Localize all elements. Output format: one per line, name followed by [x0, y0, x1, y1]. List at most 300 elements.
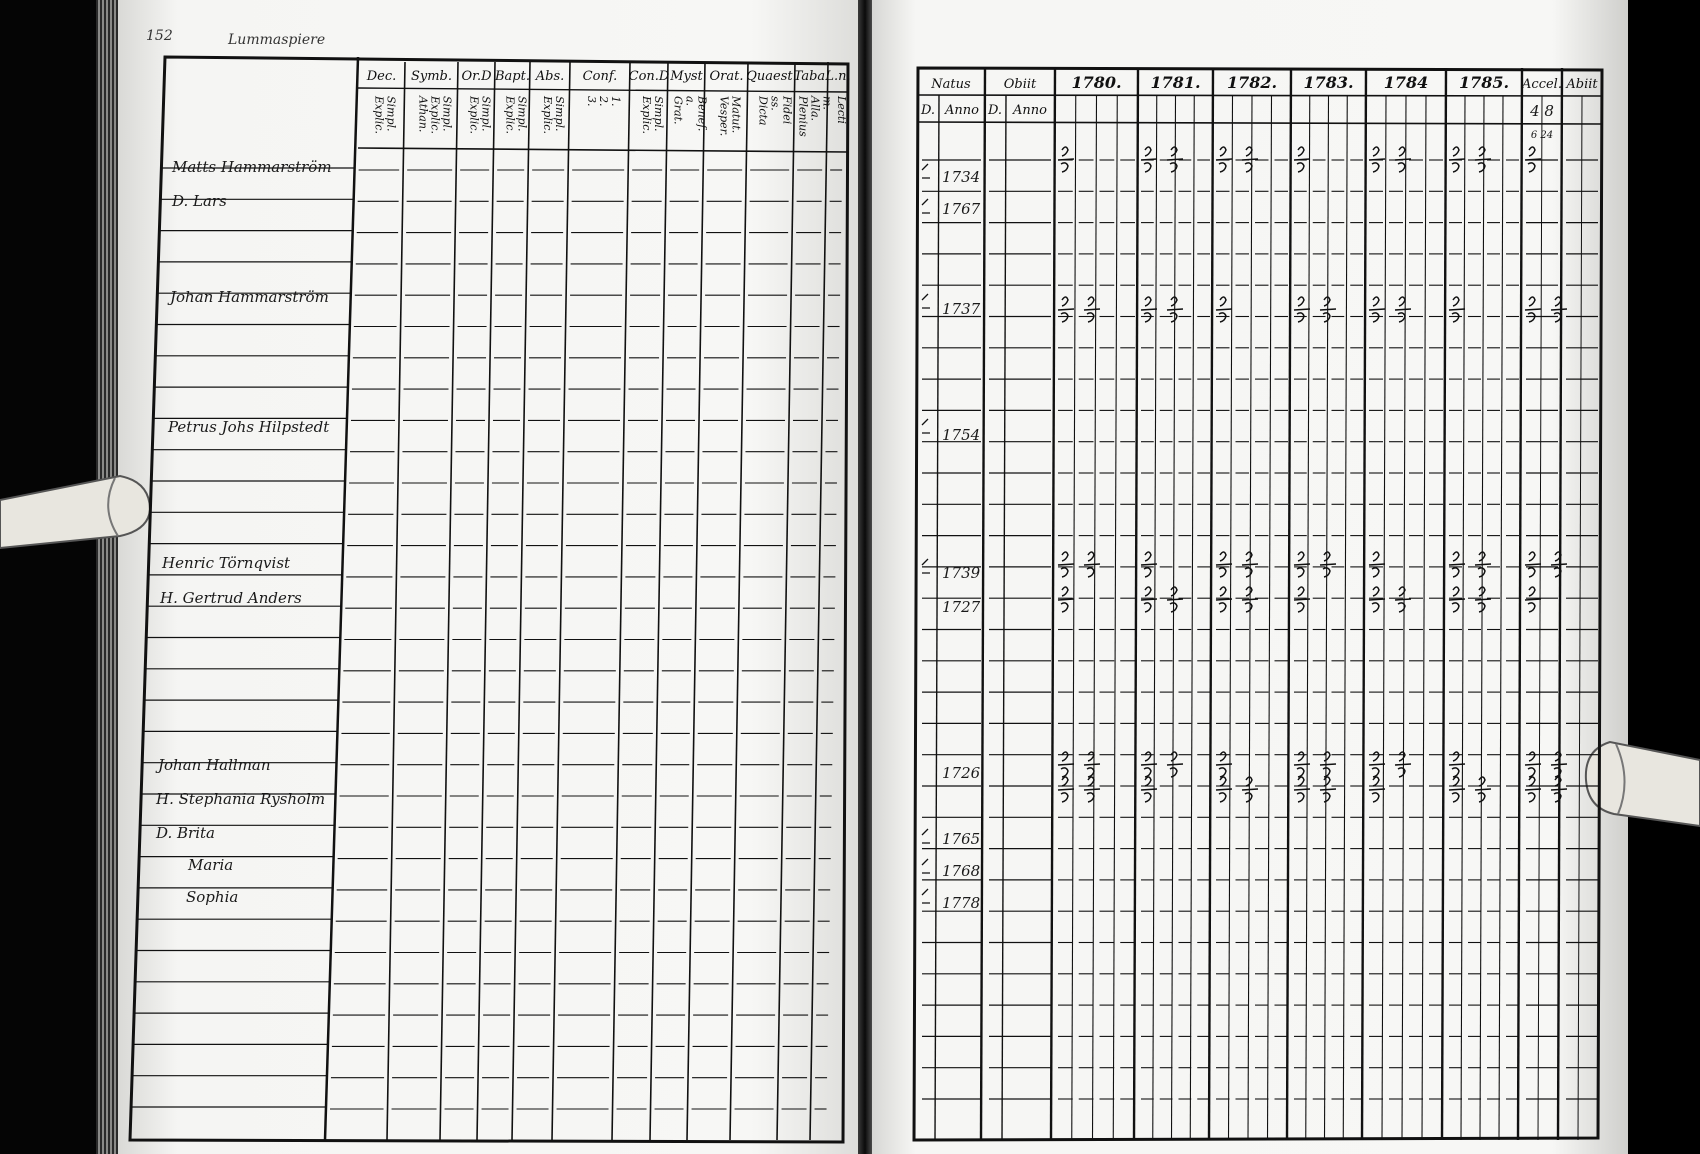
column-header: Abs.: [535, 69, 565, 84]
tally-mark: [1399, 147, 1405, 156]
column-subheader: 3.: [585, 96, 598, 107]
tally-mark: [1528, 568, 1535, 577]
column-header: Con.D: [628, 69, 670, 84]
tally-mark: [1372, 313, 1379, 322]
tally-mark: [1088, 752, 1094, 761]
tally-mark: [1452, 568, 1459, 577]
tally-mark: [1478, 568, 1485, 577]
tally-mark: [1171, 752, 1177, 761]
fraction-bar: [1525, 599, 1541, 600]
birth-year: 1778: [942, 894, 981, 912]
tally-mark: [1528, 603, 1535, 612]
column-subheader: Simpl.: [652, 96, 665, 132]
quarter-divider: [1268, 96, 1272, 1140]
fraction-bar: [1084, 789, 1100, 790]
fraction-bar: [1320, 764, 1336, 765]
column-subheader: Explic.: [541, 96, 554, 134]
birth-year: 1726: [942, 764, 981, 782]
tally-mark: [1061, 568, 1068, 577]
major-column-divider: [1362, 68, 1366, 1140]
year-header: 1783.: [1303, 73, 1354, 92]
fraction-bar: [1369, 309, 1385, 310]
fraction-bar: [1551, 309, 1567, 310]
tally-mark: [1145, 777, 1151, 786]
quarter-divider: [1072, 96, 1076, 1140]
column-subheader: Simpl.: [515, 96, 529, 132]
fraction-bar: [1141, 309, 1157, 310]
tally-mark: [1373, 552, 1379, 561]
fraction-bar: [1084, 564, 1100, 565]
parish-name: Lummaspiere: [228, 32, 326, 48]
tally-mark: [1373, 147, 1379, 156]
fraction-bar: [1369, 564, 1385, 565]
tally-mark: [1452, 163, 1459, 172]
tally-mark: [1144, 768, 1151, 777]
tally-mark: [1245, 603, 1252, 612]
tally-mark: [1220, 587, 1226, 596]
column-subheader: Simpl.: [553, 96, 566, 132]
person-name: Johan Hallman: [158, 756, 271, 774]
column-header: L.n.: [825, 69, 851, 84]
birth-year: 1737: [942, 300, 981, 318]
fraction-bar: [1141, 764, 1157, 765]
fraction-bar: [1216, 564, 1232, 565]
tally-mark: [1453, 552, 1459, 561]
right-column-headers: [920, 73, 1598, 141]
anno-header: Anno: [1013, 103, 1047, 118]
tally-mark: [1297, 313, 1304, 322]
column-subheader: Grat.: [671, 96, 685, 125]
tally-mark: [1528, 768, 1535, 777]
tally-mark: [1062, 147, 1068, 156]
fraction-bar: [1084, 764, 1100, 765]
fraction-bar: [1395, 764, 1411, 765]
fraction-bar: [1167, 309, 1183, 310]
column-subheader: Lecti: [835, 96, 848, 124]
tally-mark: [1220, 147, 1226, 156]
major-column-divider: [1518, 68, 1522, 1140]
tally-mark: [1453, 147, 1459, 156]
column-subheader: Matut.: [729, 96, 743, 134]
fraction-bar: [1294, 564, 1310, 565]
tally-mark: [1087, 793, 1094, 802]
fraction-bar: [1449, 309, 1465, 310]
birth-year: 1767: [942, 200, 981, 218]
tally-mark: [1298, 147, 1304, 156]
fraction-bar: [1449, 789, 1465, 790]
tally-mark: [1246, 587, 1252, 596]
year-header: 1781.: [1150, 73, 1201, 92]
fraction-bar: [1475, 789, 1491, 790]
quarter-divider: [1248, 96, 1252, 1140]
person-name: Henric Törnqvist: [162, 554, 291, 572]
tally-mark: [1398, 768, 1405, 777]
column-header: Symb.: [410, 69, 453, 84]
abiit-header: Abiit: [1566, 77, 1598, 92]
quarter-divider: [1190, 96, 1194, 1140]
column-header: Bapt.: [495, 69, 530, 84]
tally-mark: [1324, 752, 1330, 761]
tally-mark: [1324, 777, 1330, 786]
obiit-header: Obiit: [1003, 77, 1037, 92]
tally-mark: [1297, 768, 1304, 777]
tally-mark: [1453, 777, 1459, 786]
right-grid-lines: [914, 68, 1602, 1140]
tally-mark: [1297, 568, 1304, 577]
quarter-divider: [1343, 96, 1347, 1140]
accessit-sub: 6 24: [1530, 130, 1554, 141]
fraction-bar: [1242, 789, 1258, 790]
quarter-divider: [1093, 96, 1097, 1140]
fraction-bar: [1242, 159, 1258, 160]
fraction-bar: [1294, 789, 1310, 790]
tally-mark: [1144, 793, 1151, 802]
tally-mark: [1062, 552, 1068, 561]
tally-mark: [1529, 552, 1535, 561]
tally-mark: [1298, 552, 1304, 561]
tally-mark: [1088, 777, 1094, 786]
page-number: 152: [146, 28, 173, 44]
tally-mark: [1246, 147, 1252, 156]
tally-mark: [1453, 297, 1459, 306]
tally-mark: [1219, 603, 1226, 612]
column-subheader: m.: [820, 96, 834, 110]
year-header: 1782.: [1226, 73, 1278, 92]
column-header: Orat.: [709, 69, 744, 84]
column-header: Myst: [670, 69, 703, 84]
fraction-bar: [1242, 599, 1258, 600]
column-subheader: Explic.: [467, 96, 481, 134]
person-name: Matts Hammarström: [172, 158, 332, 176]
tally-mark: [1452, 793, 1459, 802]
column-subheader: Simpl.: [440, 96, 454, 132]
column-header: Conf.: [582, 69, 618, 84]
birth-year: 1727: [942, 598, 981, 616]
column-subheader: a.: [683, 96, 697, 107]
tally-mark: [1323, 793, 1330, 802]
fraction-bar: [1369, 764, 1385, 765]
tally-mark: [1372, 793, 1379, 802]
year-header: 1780.: [1071, 73, 1122, 92]
tally-mark: [1528, 793, 1535, 802]
fraction-bar: [1395, 599, 1411, 600]
fraction-bar: [1525, 764, 1541, 765]
day-mark: [922, 559, 930, 573]
tally-mark: [1144, 603, 1151, 612]
tally-mark: [1145, 147, 1151, 156]
quarter-divider: [1229, 96, 1233, 1140]
fraction-bar: [1449, 599, 1465, 600]
fraction-bar: [1369, 789, 1385, 790]
major-column-divider: [1134, 68, 1138, 1140]
tally-mark: [1399, 752, 1405, 761]
fraction-bar: [1525, 789, 1541, 790]
tally-mark: [1220, 552, 1226, 561]
accessit-total: 4 8: [1530, 102, 1554, 120]
tally-mark: [1453, 587, 1459, 596]
tally-mark: [1087, 568, 1094, 577]
quarter-divider: [1402, 96, 1406, 1140]
tally-mark: [1298, 297, 1304, 306]
tally-mark: [1529, 777, 1535, 786]
quarter-divider: [1113, 96, 1117, 1140]
tally-mark: [1529, 752, 1535, 761]
tally-mark: [1529, 147, 1535, 156]
tally-mark: [1479, 777, 1485, 786]
fraction-bar: [1058, 764, 1074, 765]
tally-mark: [1528, 163, 1535, 172]
day-header: D.: [987, 103, 1003, 118]
tally-mark: [1171, 147, 1177, 156]
tally-mark: [1399, 297, 1405, 306]
fraction-bar: [1294, 599, 1310, 600]
tally-mark: [1144, 568, 1151, 577]
tally-mark: [1062, 587, 1068, 596]
tally-mark: [1323, 313, 1330, 322]
column-subheader: Simpl.: [479, 96, 493, 132]
person-name: H. Stephania Rysholm: [156, 790, 326, 808]
major-column-divider: [981, 68, 985, 1140]
tally-mark: [1529, 587, 1535, 596]
tally-mark: [1452, 603, 1459, 612]
tally-mark: [1245, 163, 1252, 172]
major-column-divider: [1287, 68, 1291, 1140]
person-name: Johan Hammarström: [170, 288, 329, 306]
tally-mark: [1062, 752, 1068, 761]
sub-divider: [1538, 96, 1542, 1140]
tally-mark: [1061, 163, 1068, 172]
tally-mark: [1219, 793, 1226, 802]
tally-mark: [1452, 313, 1459, 322]
tally-mark: [1219, 768, 1226, 777]
tally-mark: [1219, 568, 1226, 577]
tally-mark: [1170, 768, 1177, 777]
person-name: D. Lars: [172, 192, 227, 210]
tally-mark: [1246, 552, 1252, 561]
column-subheader: Alla.: [808, 96, 822, 122]
tally-mark: [1062, 297, 1068, 306]
birth-years: [942, 168, 981, 912]
tally-mark: [1220, 777, 1226, 786]
tally-mark: [1372, 768, 1379, 777]
tally-mark: [1062, 777, 1068, 786]
tally-mark: [1144, 313, 1151, 322]
tally-mark: [1453, 752, 1459, 761]
tally-mark: [1219, 163, 1226, 172]
fraction-bar: [1320, 309, 1336, 310]
natus-header: Natus: [931, 77, 971, 92]
tally-mark: [1170, 163, 1177, 172]
person-name: H. Gertrud Anders: [160, 589, 302, 607]
birth-year: 1768: [942, 862, 981, 880]
fraction-bar: [1395, 309, 1411, 310]
birth-year: 1765: [942, 830, 981, 848]
tally-mark: [1145, 552, 1151, 561]
anno-header: Anno: [945, 103, 979, 118]
tally-mark: [1529, 297, 1535, 306]
quarter-divider: [1306, 96, 1310, 1140]
column-header: Quaest.: [746, 69, 797, 84]
fraction-bar: [1141, 159, 1157, 160]
fraction-bar: [1525, 564, 1541, 565]
fraction-bar: [1058, 789, 1074, 790]
tally-mark: [1297, 163, 1304, 172]
day-mark: [922, 859, 930, 873]
column-subheader: Explic.: [428, 96, 442, 134]
column-subheader: Explic.: [640, 96, 653, 134]
quarter-divider: [1422, 96, 1426, 1140]
quarter-divider: [1461, 96, 1465, 1140]
fraction-bar: [1058, 564, 1074, 565]
tally-mark: [1087, 768, 1094, 777]
tally-mark: [1297, 793, 1304, 802]
fraction-bar: [1551, 764, 1567, 765]
day-mark: [922, 164, 930, 178]
fraction-bar: [1475, 599, 1491, 600]
tally-mark: [1324, 297, 1330, 306]
tally-mark: [1398, 313, 1405, 322]
header-rule: [918, 95, 1602, 96]
quarter-divider: [1153, 96, 1157, 1140]
tally-mark: [1219, 313, 1226, 322]
fraction-bar: [1216, 764, 1232, 765]
fraction-bar: [1449, 159, 1465, 160]
person-name: D. Brita: [156, 824, 215, 842]
column-subheader: ss.: [768, 96, 782, 111]
fraction-bar: [1141, 564, 1157, 565]
tally-mark: [1087, 313, 1094, 322]
day-divider: [1002, 95, 1006, 1140]
day-divider: [935, 95, 939, 1140]
tally-mark: [1298, 587, 1304, 596]
column-header: Taba.: [793, 69, 830, 84]
tally-mark: [1061, 768, 1068, 777]
tally-mark: [1171, 297, 1177, 306]
day-header: D.: [920, 103, 936, 118]
fraction-bar: [1449, 564, 1465, 565]
fraction-bar: [1525, 309, 1541, 310]
major-column-divider: [1442, 68, 1446, 1140]
birth-year: 1739: [942, 564, 981, 582]
day-mark: [922, 294, 930, 308]
tally-mark: [1145, 752, 1151, 761]
fraction-bar: [1084, 309, 1100, 310]
person-name: Sophia: [186, 888, 239, 906]
major-column-divider: [1558, 68, 1562, 1140]
fraction-bar: [1216, 159, 1232, 160]
sub-divider: [1578, 96, 1582, 1140]
tally-mark: [1145, 297, 1151, 306]
tally-mark: [1170, 313, 1177, 322]
fraction-bar: [1294, 764, 1310, 765]
tally-mark: [1528, 313, 1535, 322]
fraction-bar: [1551, 564, 1567, 565]
fraction-bar: [1141, 789, 1157, 790]
fraction-bar: [1058, 159, 1074, 160]
column-subheader: Simpl.: [384, 96, 398, 132]
column-subheader: Plenius: [796, 96, 810, 137]
quarter-divider: [1499, 96, 1503, 1140]
major-column-divider: [1209, 68, 1213, 1140]
tally-mark: [1373, 752, 1379, 761]
column-subheader: Fidei: [780, 96, 794, 125]
catechism-marks: [922, 147, 1567, 903]
quarter-divider: [1172, 96, 1176, 1140]
fraction-bar: [1167, 159, 1183, 160]
fraction-bar: [1058, 599, 1074, 600]
tally-mark: [1145, 587, 1151, 596]
header-rule: [918, 122, 1602, 124]
person-name: Petrus Johs Hilpstedt: [168, 418, 330, 436]
birth-year: 1754: [942, 426, 981, 444]
tally-mark: [1373, 297, 1379, 306]
fraction-bar: [1294, 159, 1310, 160]
fraction-bar: [1525, 159, 1541, 160]
fraction-bar: [1294, 309, 1310, 310]
tally-mark: [1061, 603, 1068, 612]
quarter-divider: [1325, 96, 1329, 1140]
fraction-bar: [1216, 599, 1232, 600]
column-subheader: Vesper.: [717, 96, 731, 137]
fraction-bar: [1475, 564, 1491, 565]
tally-mark: [1373, 587, 1379, 596]
fraction-bar: [1058, 309, 1074, 310]
column-subheader: 2.: [597, 96, 610, 107]
accessit-header: Accel.: [1522, 77, 1562, 92]
tally-mark: [1298, 752, 1304, 761]
column-subheader: Explic.: [372, 96, 386, 134]
fraction-bar: [1216, 789, 1232, 790]
person-name: Maria: [188, 856, 234, 874]
day-mark: [922, 889, 930, 903]
tally-mark: [1061, 793, 1068, 802]
tally-mark: [1372, 163, 1379, 172]
tally-mark: [1144, 163, 1151, 172]
fraction-bar: [1320, 789, 1336, 790]
quarter-divider: [1382, 96, 1386, 1140]
column-subheader: Dicta: [756, 96, 770, 126]
tally-mark: [1061, 313, 1068, 322]
column-subheader: Explic.: [503, 96, 517, 134]
tally-mark: [1220, 752, 1226, 761]
year-header: 1784: [1383, 73, 1429, 92]
column-subheader: Benef.: [695, 96, 709, 132]
column-subheader: Athan.: [416, 96, 430, 133]
fraction-bar: [1167, 599, 1183, 600]
quarter-divider: [1480, 96, 1484, 1140]
day-mark: [922, 829, 930, 843]
tally-mark: [1372, 603, 1379, 612]
fraction-bar: [1320, 564, 1336, 565]
tally-mark: [1372, 568, 1379, 577]
fraction-bar: [1551, 789, 1567, 790]
tally-mark: [1220, 297, 1226, 306]
birth-year: 1734: [942, 168, 981, 186]
tally-mark: [1245, 568, 1252, 577]
column-subheader: 1.: [609, 96, 622, 107]
tally-mark: [1245, 793, 1252, 802]
tally-mark: [1323, 768, 1330, 777]
tally-mark: [1297, 603, 1304, 612]
fraction-bar: [1216, 309, 1232, 310]
tally-mark: [1298, 777, 1304, 786]
fraction-bar: [1369, 599, 1385, 600]
fraction-bar: [1242, 564, 1258, 565]
tally-mark: [1452, 768, 1459, 777]
fraction-bar: [1395, 159, 1411, 160]
major-column-divider: [1051, 68, 1055, 1140]
fraction-bar: [1167, 764, 1183, 765]
